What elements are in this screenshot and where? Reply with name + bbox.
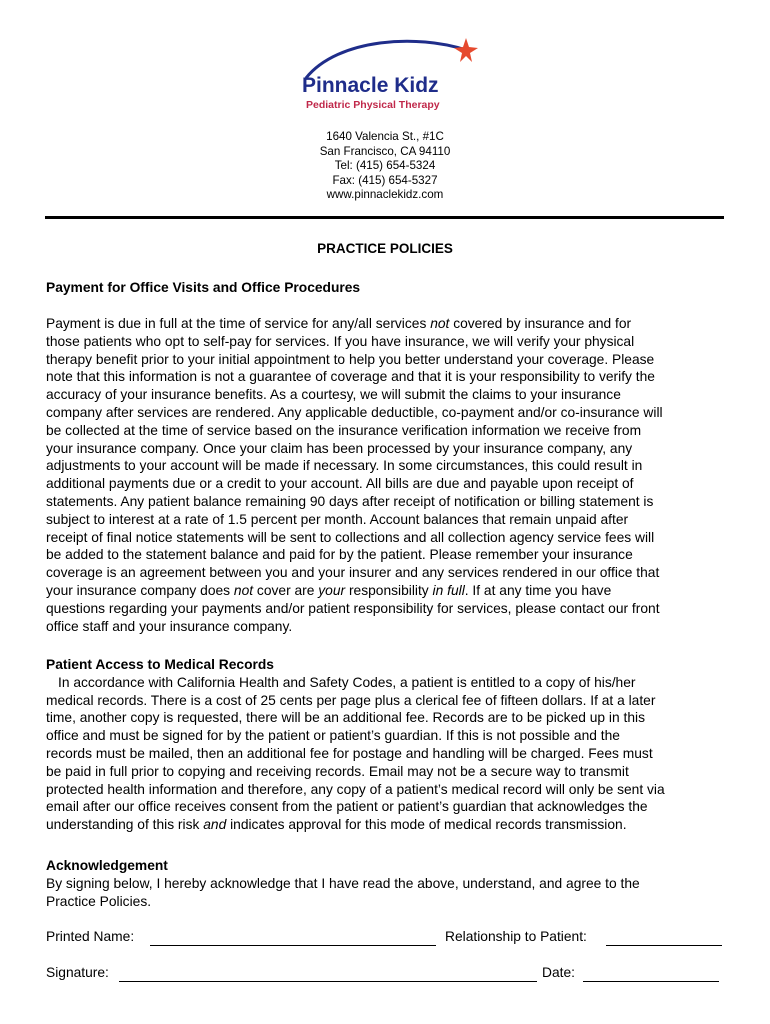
payment-line: accuracy of your insurance benefits. As a courtesy, we will submit the claims to your insurance [46,387,621,403]
payment-line: Payment is due in full at the time of service for any/all services not covered by insurance and for [46,316,632,331]
signature-label: Signature: [46,965,109,980]
payment-line: be added to the statement balance and paid for by the patient. Please remember your insurance [46,547,633,563]
date-field[interactable] [583,981,719,982]
records-section [46,656,726,834]
relationship-label: Relationship to Patient: [445,929,587,944]
payment-line: therapy benefit prior to your initial appointment to help you better understand your coverage. Please [46,351,655,367]
payment-line: office staff and your insurance company. [46,618,293,634]
logo-tagline: Pediatric Physical Therapy [306,99,440,111]
records-line: email after our office receives consent from the patient or patient’s guardian that acknowledges the [46,799,648,815]
address-street: 1640 Valencia St., #1C [326,130,444,143]
acknowledgement-line: Practice Policies. [46,893,152,909]
records-line: be paid in full prior to copying and receiving records. Email may not be a secure way to transmit [46,763,629,779]
payment-paragraph [46,315,726,635]
payment-line: be collected at the time of service based on the insurance verification information we receive from [46,422,642,438]
acknowledgement-section [46,857,726,910]
signature-field[interactable] [119,981,537,982]
payment-line: additional payments due or a credit to your account. All bills are due and payable upon receipt of [46,476,634,492]
payment-line: coverage is an agreement between you and your insurer and any services rendered in our office that [46,565,660,581]
header-divider [45,216,724,219]
address-fax: Fax: (415) 654-5327 [332,173,438,187]
payment-heading: Payment for Office Visits and Office Procedures [46,280,361,295]
records-line: protected health information and therefore, any copy of a patient’s medical record will only be sent via [46,781,665,797]
payment-line: your insurance company does not cover are your responsibility in full. If at any time you have [46,582,612,598]
pinnacle-kidz-logo [298,36,488,116]
payment-line: receipt of final notice statements will be sent to collections and all collection agency service fees will [46,529,655,545]
payment-line: company after services are rendered. Any applicable deductible, co-payment and/or co-insurance will [46,404,663,420]
records-line: office and must be signed for by the patient or patient’s guardian. If this is not possible and the [46,728,620,744]
address-web: www.pinnaclekidz.com [326,188,444,202]
address-tel: Tel: (415) 654-5324 [334,159,436,173]
acknowledgement-heading: Acknowledgement [46,858,168,873]
records-line: time, another copy is requested, there will be an additional fee. Records are to be picked up in this [46,710,645,726]
logo-name: Pinnacle Kidz [302,74,439,97]
logo-swoosh [306,41,466,78]
payment-line: statements. Any patient balance remaining 90 days after receipt of notification or billing statement is [46,493,654,509]
page-title: PRACTICE POLICIES [317,241,453,256]
payment-line: questions regarding your payments and/or patient responsibility for services, please contact our front [46,600,660,616]
payment-line: those patients who opt to self-pay for services. If you have insurance, we will verify your physical [46,333,635,349]
records-line: records must be mailed, then an additional fee for postage and handling will be charged. Fees must [46,745,653,761]
payment-line: your insurance company. Once your claim has been processed by your insurance company, any [46,440,633,456]
date-label: Date: [542,965,575,980]
address-block [0,130,770,203]
logo-star-icon [454,38,478,62]
records-line: understanding of this risk and indicates approval for this mode of medical records transmission. [46,817,627,833]
printed-name-label: Printed Name: [46,929,135,944]
records-heading: Patient Access to Medical Records [46,657,274,672]
relationship-field[interactable] [606,945,722,946]
payment-line: adjustments to your account will be made if necessary. In some circumstances, this could result in [46,458,643,474]
payment-line: subject to interest at a rate of 1.5 percent per month. Account balances that remain unpaid after [46,511,629,527]
address-city: San Francisco, CA 94110 [319,144,451,158]
records-line: medical records. There is a cost of 25 cents per page plus a clerical fee of fifteen dollars. If at a later [46,692,656,708]
payment-section [46,279,726,297]
printed-name-field[interactable] [150,945,436,946]
printed-name-row [46,929,726,949]
signature-row [46,965,726,985]
acknowledgement-line: By signing below, I hereby acknowledge that I have read the above, understand, and agree to the [46,875,640,891]
payment-line: note that this information is not a guarantee of coverage and that it is your responsibility to verify the [46,369,655,385]
records-line: In accordance with California Health and Safety Codes, a patient is entitled to a copy of his/her [58,674,636,690]
